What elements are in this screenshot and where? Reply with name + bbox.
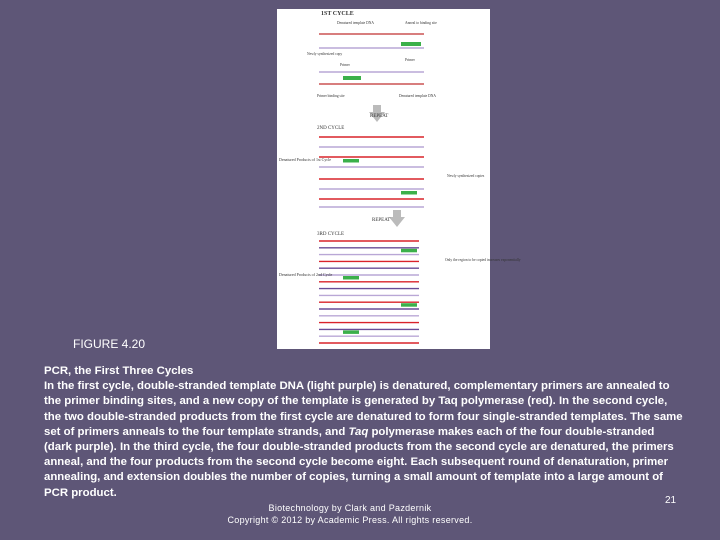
label-denatured-template: Denatured template DNA — [337, 21, 374, 25]
caption-body-part1: In the first cycle, double-stranded template DNA (light purple) is denatured, complementary primers are annealed to the primer binding sites, and a new copy of the template is generated by Taq polymerase (red). In the second cycle, the two double-stranded products from the first cycle are denatured to form four single-stranded templates. The same set of primers anneals to the four template strands, and — [44, 380, 683, 438]
repeat-2: REPEAT — [372, 218, 391, 223]
cycle3-primer — [343, 330, 359, 334]
caption-body-italic: Taq — [348, 425, 369, 438]
cycle3-primer — [343, 276, 359, 280]
cycle2-title: 2ND CYCLE — [317, 126, 345, 131]
label-anneal-binding: Anneal to binding site — [405, 21, 437, 25]
cycle2-primer — [401, 191, 417, 195]
cycle2-strands — [319, 137, 424, 207]
label-newly-synth-copies: Newly synthesized copies — [447, 174, 485, 178]
cycle3-title: 3RD CYCLE — [317, 232, 345, 237]
pcr-diagram — [277, 9, 521, 349]
cycle1-primer-top — [401, 42, 421, 46]
caption-body-part2: polymerase makes each of the four double-stranded (dark purple). In the third cycle, the four double-stranded products from the second cycle are denatured, the primers anneal, and the four products from the second cycle become eight. Each subsequent round of denaturation, primer annealing, and extension doubles the number of copies, turning a small amount of template into a large amount of PCR product. — [44, 425, 674, 499]
label-products-1st: Denatured Products of 1st Cycle — [279, 157, 331, 162]
page-number: 21 — [665, 495, 677, 506]
label-denatured-template-bottom: Denatured template DNA — [399, 94, 436, 98]
cycle1-primer-bottom — [343, 76, 361, 80]
label-primer-binding-site: Primer binding site — [317, 94, 345, 98]
pcr-figure — [277, 9, 521, 349]
cycle3-strands — [319, 241, 419, 343]
cycle3-primer — [401, 249, 417, 253]
label-products-2nd: Denatured Products of 2nd Cycle — [279, 272, 333, 277]
caption-body — [44, 379, 684, 501]
label-primer-right: Primer — [405, 58, 415, 62]
arrow-down-2 — [389, 210, 405, 227]
cycle1-title: 1ST CYCLE — [321, 11, 354, 17]
credit — [200, 502, 500, 526]
credit-line1: Biotechnology by Clark and Pazdernik — [268, 503, 432, 513]
figure-label: FIGURE 4.20 — [73, 337, 146, 351]
cycle2-primer — [343, 159, 359, 163]
credit-line2: Copyright © 2012 by Academic Press. All rights reserved. — [227, 515, 473, 525]
label-newly-synth: Newly synthesized copy — [307, 52, 343, 56]
repeat-1: REPEAT — [370, 114, 389, 119]
label-exponential-note: Only the region to be copied increases exponentially — [445, 258, 521, 262]
caption-title: PCR, the First Three Cycles — [44, 365, 194, 377]
figure-caption — [44, 364, 684, 501]
cycle3-primer — [401, 303, 417, 307]
label-primer: Primer — [340, 63, 350, 67]
